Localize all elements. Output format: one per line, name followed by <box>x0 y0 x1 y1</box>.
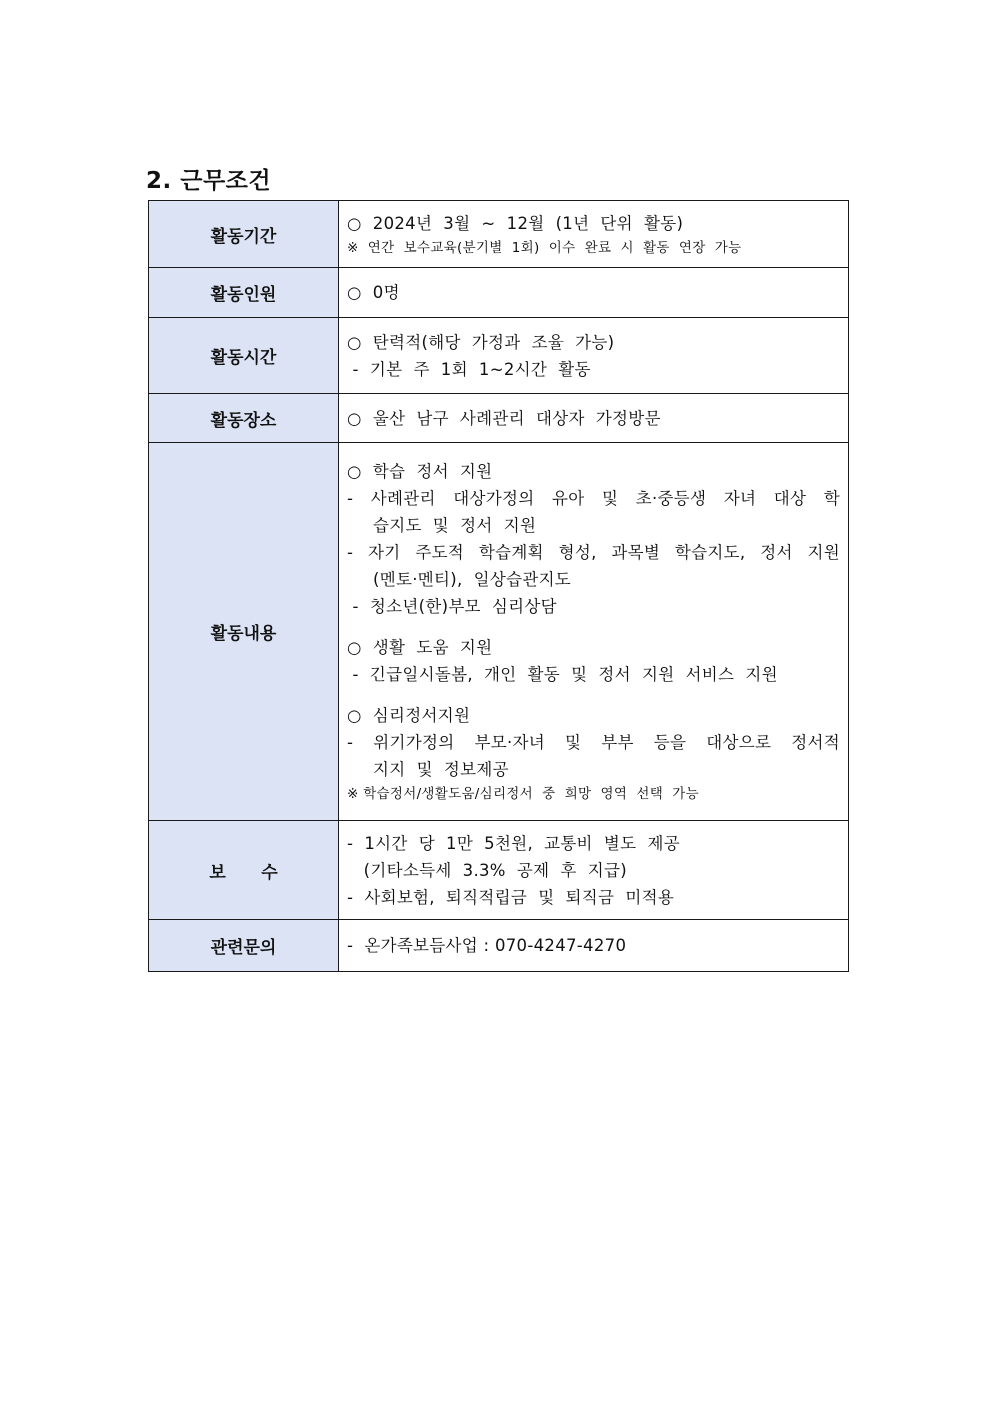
row-members <box>149 268 849 318</box>
pay-line-3: - 사회보험, 퇴직적립금 및 퇴직금 미적용 <box>347 887 675 907</box>
period-note: ※ 연간 보수교육(분기별 1회) 이수 완료 시 활동 연장 가능 <box>347 239 742 256</box>
content-members <box>339 268 849 318</box>
hours-line-1: ○ 탄력적(해당 가정과 조율 가능) <box>347 332 615 352</box>
study-support-item-3: - 청소년(한)부모 심리상담 <box>347 597 557 616</box>
row-content <box>149 443 849 821</box>
label-pay: 보 수 <box>149 821 339 920</box>
life-support-heading: ○ 생활 도움 지원 <box>347 638 493 657</box>
contact-line: - 온가족보듬사업 : 070-4247-4270 <box>347 936 627 955</box>
content-place <box>339 394 849 443</box>
work-conditions-table <box>148 200 849 972</box>
content-contact <box>339 920 849 972</box>
study-support-heading: ○ 학습 정서 지원 <box>347 462 493 481</box>
label-place: 활동장소 <box>149 394 339 443</box>
content-note: ※ 학습정서/생활도움/심리정서 중 희망 영역 선택 가능 <box>347 786 699 802</box>
pay-line-2: (기타소득세 3.3% 공제 후 지급) <box>347 860 627 880</box>
row-contact <box>149 920 849 972</box>
study-support-item-1: - 사례관리 대상가정의 유아 및 초·중등생 자녀 대상 학 <box>347 489 840 508</box>
life-support-item-1: - 긴급일시돌봄, 개인 활동 및 정서 지원 서비스 지원 <box>347 665 778 684</box>
place-line: ○ 울산 남구 사례관리 대상자 가정방문 <box>347 408 661 428</box>
content-period <box>339 201 849 268</box>
study-support-item-1-cont: 습지도 및 정서 지원 <box>373 516 537 535</box>
psych-support-item-1: - 위기가정의 부모·자녀 및 부부 등을 대상으로 정서적 <box>347 733 840 752</box>
psych-support-item-1-cont: 지지 및 정보제공 <box>373 760 509 779</box>
pay-line-1: - 1시간 당 1만 5천원, 교통비 별도 제공 <box>347 833 680 853</box>
content-pay <box>339 821 849 920</box>
row-pay <box>149 821 849 920</box>
row-period <box>149 201 849 268</box>
row-place <box>149 394 849 443</box>
content-activities <box>339 443 849 821</box>
members-line: ○ 0명 <box>347 283 400 302</box>
label-members: 활동인원 <box>149 268 339 318</box>
study-support-item-2-cont: (멘토·멘티), 일상습관지도 <box>373 570 572 589</box>
period-line: ○ 2024년 3월 ~ 12월 (1년 단위 활동) <box>347 213 684 233</box>
study-support-item-2: - 자기 주도적 학습계획 형성, 과목별 학습지도, 정서 지원 <box>347 543 840 562</box>
label-content: 활동내용 <box>149 443 339 821</box>
spacer <box>347 688 840 702</box>
label-period: 활동기간 <box>149 201 339 268</box>
label-hours: 활동시간 <box>149 318 339 394</box>
row-hours <box>149 318 849 394</box>
content-hours <box>339 318 849 394</box>
hours-line-2: - 기본 주 1회 1~2시간 활동 <box>347 359 591 379</box>
label-contact: 관련문의 <box>149 920 339 972</box>
psych-support-heading: ○ 심리정서지원 <box>347 706 471 725</box>
section-title: 2. 근무조건 <box>146 168 272 194</box>
spacer <box>347 620 840 634</box>
